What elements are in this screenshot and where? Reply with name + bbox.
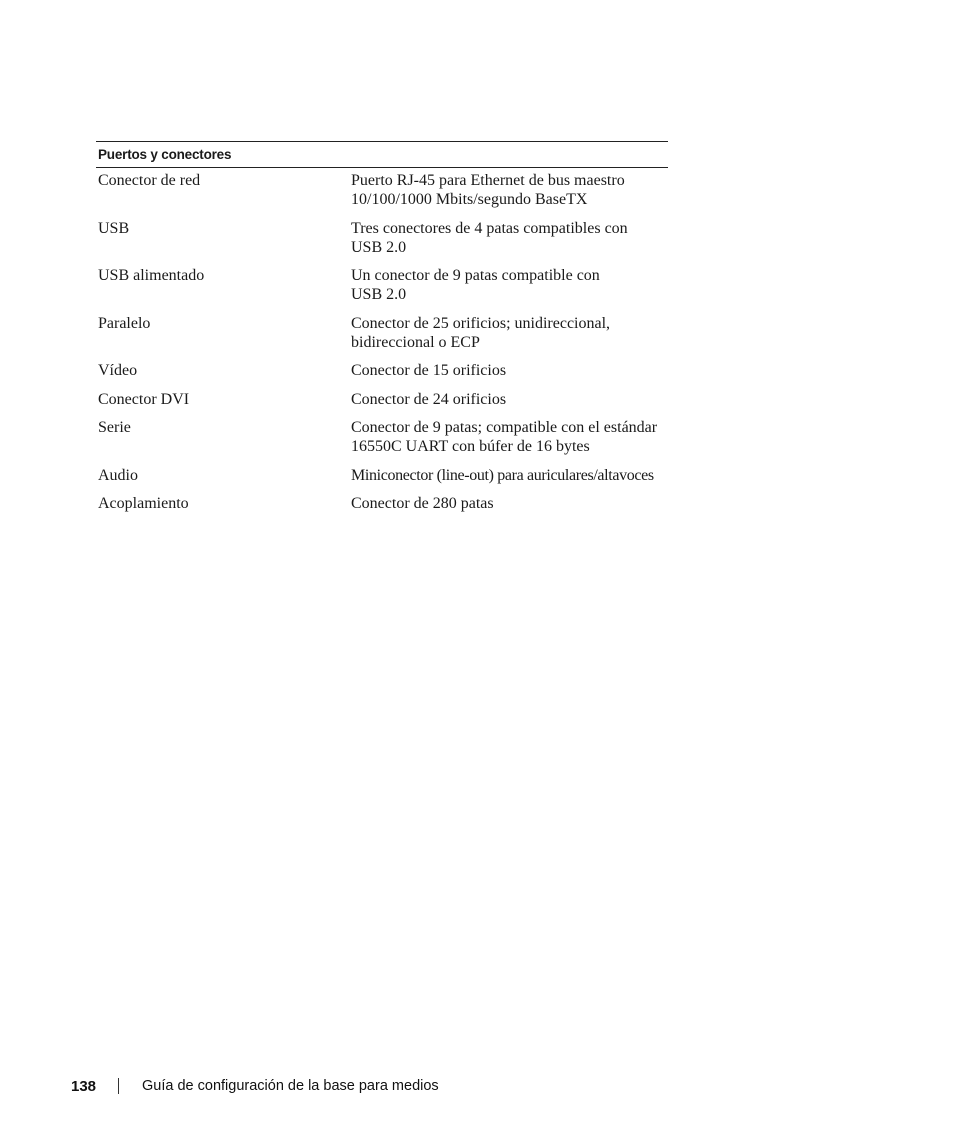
row-value-line: Conector de 25 orificios; unidireccional, xyxy=(351,314,611,332)
table-row xyxy=(96,418,668,456)
row-value xyxy=(351,361,668,380)
row-value xyxy=(351,266,668,304)
row-value xyxy=(351,314,668,352)
row-label: Serie xyxy=(98,419,131,436)
table-row xyxy=(96,466,668,485)
specs-table xyxy=(96,141,668,523)
row-value xyxy=(351,171,668,209)
footer-title: Guía de configuración de la base para medios xyxy=(142,1078,439,1094)
table-row xyxy=(96,314,668,352)
row-value-line: Miniconector (line-out) para auriculares/altavoces xyxy=(351,466,654,484)
table-body xyxy=(96,168,668,513)
row-label: Audio xyxy=(98,466,138,484)
row-value-line: Conector de 15 orificios xyxy=(351,362,507,379)
row-value xyxy=(351,390,668,409)
table-row xyxy=(96,390,668,409)
row-label: Conector de red xyxy=(98,172,201,189)
row-value xyxy=(351,494,668,513)
row-value-line: 16550C UART con búfer de 16 bytes xyxy=(351,438,590,455)
table-header xyxy=(96,141,668,168)
row-value-line: Tres conectores de 4 patas compatibles con xyxy=(351,219,628,237)
row-value-line: Un conector de 9 patas compatible con xyxy=(351,267,600,284)
table-row xyxy=(96,171,668,209)
footer-separator xyxy=(118,1078,119,1094)
row-value-line: bidireccional o ECP xyxy=(351,333,480,351)
row-value-line: Conector de 280 patas xyxy=(351,495,494,512)
row-value-line: USB 2.0 xyxy=(351,238,407,256)
row-label: Conector DVI xyxy=(98,390,190,408)
page-footer xyxy=(71,1076,439,1096)
table-row xyxy=(96,494,668,513)
row-value-line: Conector de 9 patas; compatible con el estándar xyxy=(351,419,658,436)
table-row xyxy=(96,361,668,380)
row-label: Acoplamiento xyxy=(98,495,189,512)
row-label: USB xyxy=(98,219,130,237)
row-value-line: 10/100/1000 Mbits/segundo BaseTX xyxy=(351,191,588,208)
row-value-line: USB 2.0 xyxy=(351,286,407,303)
row-label: USB alimentado xyxy=(98,267,205,284)
row-label: Paralelo xyxy=(98,314,151,332)
row-value-line: Conector de 24 orificios xyxy=(351,390,507,408)
table-row xyxy=(96,219,668,257)
row-value xyxy=(351,418,668,456)
page-number: 138 xyxy=(71,1077,97,1095)
table-row xyxy=(96,266,668,304)
row-value xyxy=(351,466,668,485)
table-header-title: Puertos y conectores xyxy=(98,147,232,162)
row-value xyxy=(351,219,668,257)
row-label: Vídeo xyxy=(98,362,138,379)
row-value-line: Puerto RJ-45 para Ethernet de bus maestro xyxy=(351,172,625,189)
